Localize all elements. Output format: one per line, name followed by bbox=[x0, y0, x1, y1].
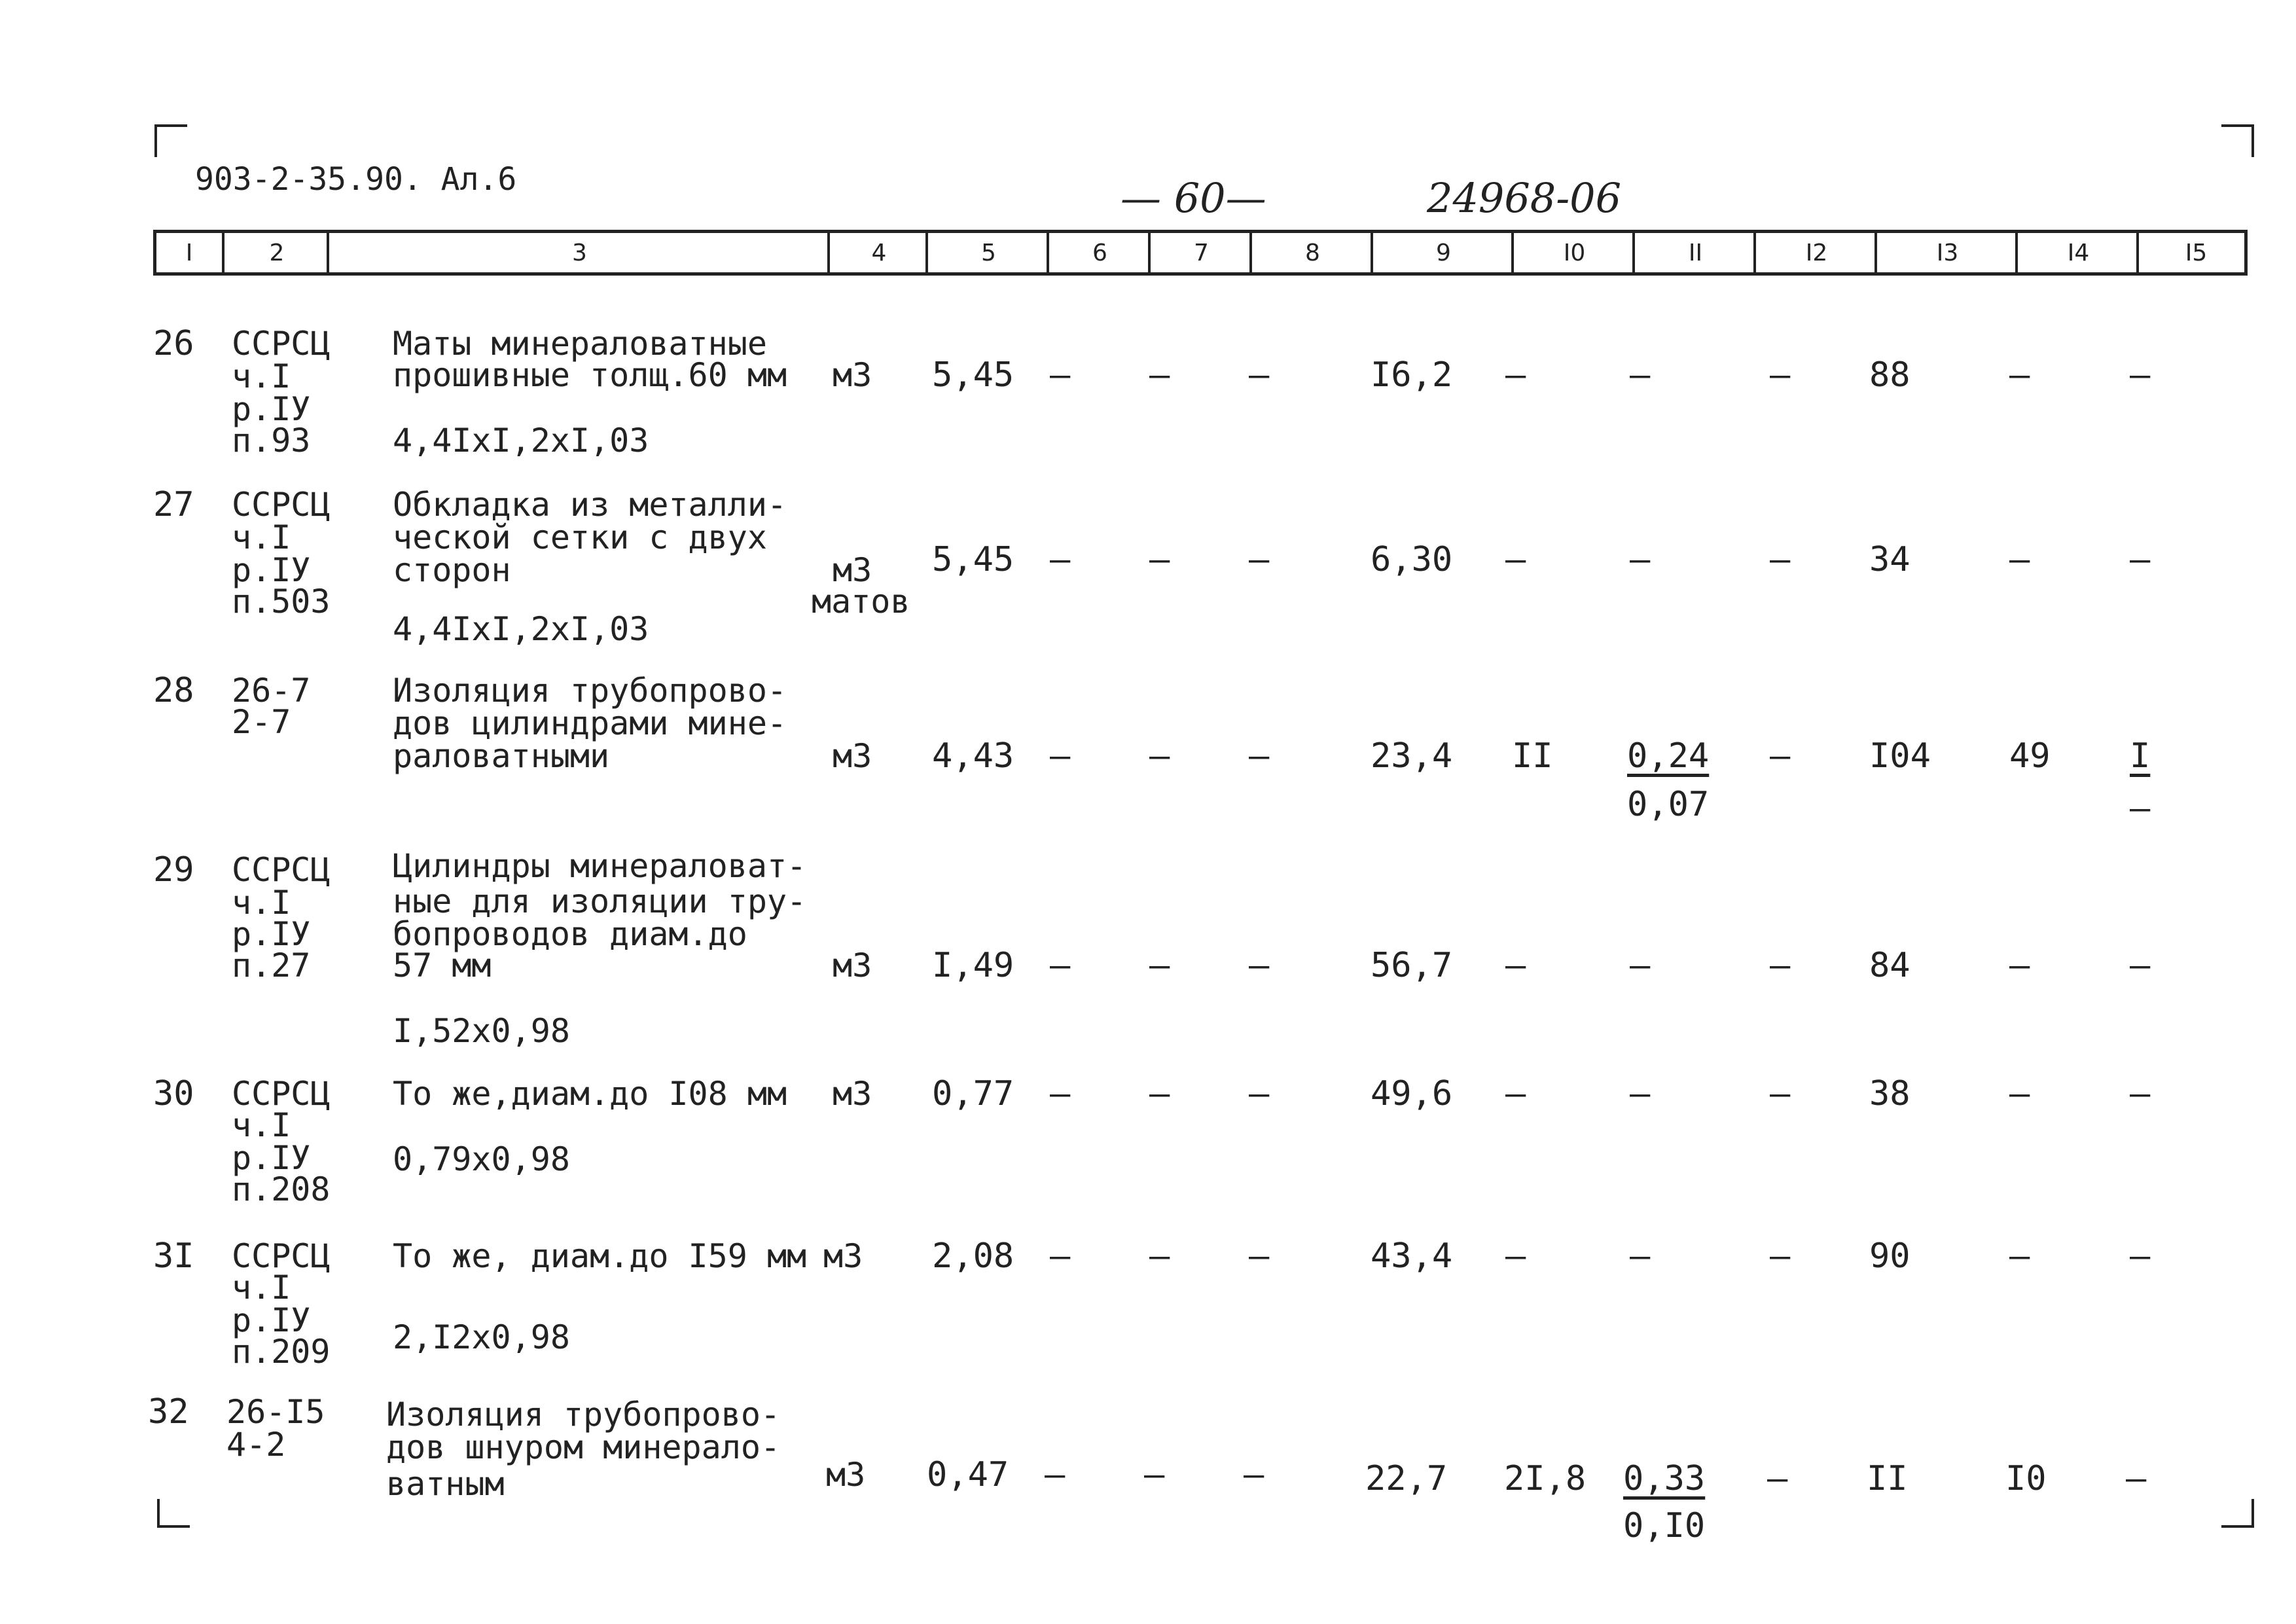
reference-line: р.IУ bbox=[232, 915, 311, 953]
col-12-value: – bbox=[1770, 946, 1791, 985]
reference-line: ч.I bbox=[232, 884, 291, 922]
col-12-value: – bbox=[1770, 355, 1791, 395]
col-13-value: 90 bbox=[1869, 1236, 1910, 1276]
col-15-value: – bbox=[2130, 1236, 2151, 1276]
reference-line: р.IУ bbox=[232, 1139, 311, 1177]
col-10-value: – bbox=[1505, 1236, 1526, 1276]
quantity: 0,77 bbox=[932, 1074, 1014, 1113]
col-9-value: 56,7 bbox=[1371, 946, 1453, 985]
description-line: ные для изоляции тру- bbox=[393, 882, 807, 920]
row-number: 27 bbox=[153, 485, 194, 524]
col-6-value: – bbox=[1050, 1074, 1071, 1113]
col-7-value: – bbox=[1149, 355, 1170, 395]
calculation: 4,4IxI,2xI,03 bbox=[393, 422, 649, 460]
reference-line: ч.I bbox=[232, 518, 291, 556]
row-number: 3I bbox=[153, 1236, 194, 1276]
col-13-value: 38 bbox=[1869, 1074, 1910, 1113]
col-7-value: – bbox=[1149, 736, 1170, 776]
column-header: I0 bbox=[1511, 233, 1635, 272]
col-15-value: – bbox=[2130, 540, 2151, 579]
description-line: дов цилиндрами мине- bbox=[393, 704, 787, 742]
row-number: 28 bbox=[153, 671, 194, 710]
page-number: — 60— bbox=[1121, 174, 1266, 222]
col-15-value: – bbox=[2126, 1459, 2147, 1498]
reference-line: ССРСЦ bbox=[232, 1075, 331, 1113]
description-line: 57 мм bbox=[393, 947, 492, 984]
reference-line: п.208 bbox=[232, 1170, 331, 1208]
col-13-value: 34 bbox=[1869, 540, 1910, 579]
col-11-value: – bbox=[1630, 540, 1651, 579]
description-line: бопроводов диам.до bbox=[393, 915, 747, 953]
col-11-value: 0,24 bbox=[1627, 736, 1710, 776]
col-8-value: – bbox=[1249, 1236, 1270, 1276]
col-13-value: I04 bbox=[1869, 736, 1931, 776]
col-10-value: – bbox=[1505, 355, 1526, 395]
col-12-value: – bbox=[1770, 736, 1791, 776]
col-8-value: – bbox=[1249, 946, 1270, 985]
unit: м3 bbox=[833, 356, 872, 394]
unit: м3 bbox=[826, 1456, 866, 1494]
col-14-value: I0 bbox=[2005, 1459, 2047, 1498]
quantity: 4,43 bbox=[932, 736, 1014, 776]
calculation: 2,I2x0,98 bbox=[393, 1318, 570, 1356]
col-13-value: II bbox=[1867, 1459, 1908, 1498]
reference-line: р.IУ bbox=[232, 390, 311, 428]
col-15-value: – bbox=[2130, 1074, 2151, 1113]
column-header: 8 bbox=[1249, 233, 1373, 272]
column-header: I2 bbox=[1753, 233, 1877, 272]
col-14-value: – bbox=[2009, 1236, 2030, 1276]
quantity: 2,08 bbox=[932, 1236, 1014, 1276]
column-header: I5 bbox=[2136, 233, 2253, 272]
quantity: 5,45 bbox=[932, 540, 1014, 579]
column-header: 2 bbox=[222, 233, 329, 272]
col-10-value: 2I,8 bbox=[1504, 1459, 1587, 1498]
corner-mark-bottom-left bbox=[157, 1499, 190, 1528]
col-15-value: – bbox=[2130, 355, 2151, 395]
description-line: раловатными bbox=[393, 737, 610, 775]
reference-line: ч.I bbox=[232, 357, 291, 395]
col-10-value: – bbox=[1505, 540, 1526, 579]
description-line: Изоляция трубопрово- bbox=[393, 672, 787, 710]
quantity: I,49 bbox=[932, 946, 1014, 985]
reference-line: п.209 bbox=[232, 1333, 331, 1371]
col-7-value: – bbox=[1149, 540, 1170, 579]
description-line: Изоляция трубопрово- bbox=[386, 1396, 781, 1434]
col-11-value: – bbox=[1630, 1074, 1651, 1113]
col-15-second-value: – bbox=[2130, 789, 2151, 828]
reference-line: п.93 bbox=[232, 422, 311, 460]
column-header: 4 bbox=[827, 233, 928, 272]
col-15-value: – bbox=[2130, 946, 2151, 985]
col-9-value: 43,4 bbox=[1371, 1236, 1453, 1276]
reference-line: р.IУ bbox=[232, 551, 311, 589]
reference-line: ССРСЦ bbox=[232, 486, 331, 524]
description-line: То же,диам.до I08 мм bbox=[393, 1075, 787, 1113]
col-8-value: – bbox=[1249, 355, 1270, 395]
corner-mark-top-right bbox=[2221, 124, 2254, 157]
col-6-value: – bbox=[1045, 1455, 1066, 1494]
col-14-value: – bbox=[2009, 946, 2030, 985]
col-10-value: – bbox=[1505, 946, 1526, 985]
col-6-value: – bbox=[1050, 736, 1071, 776]
description-line: сторон bbox=[393, 551, 511, 589]
column-header: 6 bbox=[1047, 233, 1151, 272]
col-8-value: – bbox=[1249, 540, 1270, 579]
col-12-value: – bbox=[1770, 1236, 1791, 1276]
unit: м3 bbox=[833, 1075, 872, 1113]
col-12-value: – bbox=[1770, 1074, 1791, 1113]
column-header: 9 bbox=[1371, 233, 1514, 272]
col-14-value: 49 bbox=[2009, 736, 2051, 776]
col-7-value: – bbox=[1149, 946, 1170, 985]
column-header: 7 bbox=[1148, 233, 1252, 272]
col-13-value: 84 bbox=[1869, 946, 1910, 985]
col-6-value: – bbox=[1050, 946, 1071, 985]
reference-line: 26-I5 bbox=[226, 1393, 325, 1431]
column-header-row bbox=[153, 230, 2248, 276]
reference-line: п.27 bbox=[232, 947, 311, 984]
reference-line: ССРСЦ bbox=[232, 1237, 331, 1275]
archive-number: 24968-06 bbox=[1427, 174, 1622, 222]
unit: м3 bbox=[833, 551, 872, 589]
col-8-value: – bbox=[1244, 1455, 1265, 1494]
unit: м3 bbox=[833, 947, 872, 984]
column-header: 3 bbox=[327, 233, 830, 272]
reference-line: п.503 bbox=[232, 583, 331, 621]
col-6-value: – bbox=[1050, 355, 1071, 395]
description-line: Цилиндры минераловат- bbox=[393, 847, 807, 885]
unit: м3 bbox=[833, 737, 872, 775]
col-14-value: – bbox=[2009, 1074, 2030, 1113]
quantity: 0,47 bbox=[927, 1455, 1009, 1494]
col-13-value: 88 bbox=[1869, 355, 1910, 395]
col-7-value: – bbox=[1149, 1236, 1170, 1276]
calculation: 0,79x0,98 bbox=[393, 1140, 570, 1178]
description-line: ватным bbox=[386, 1465, 505, 1503]
calculation: 4,4IxI,2xI,03 bbox=[393, 610, 649, 648]
reference-line: 4-2 bbox=[226, 1426, 286, 1464]
reference-line: 26-7 bbox=[232, 672, 311, 710]
col-8-value: – bbox=[1249, 1074, 1270, 1113]
col-9-value: 49,6 bbox=[1371, 1074, 1453, 1113]
reference-line: ч.I bbox=[232, 1269, 291, 1307]
col-11-value: – bbox=[1630, 946, 1651, 985]
col-11-value: 0,33 bbox=[1623, 1459, 1706, 1498]
description-line: Обкладка из металли- bbox=[393, 486, 787, 524]
reference-line: 2-7 bbox=[232, 703, 291, 741]
col-11-second-value: 0,07 bbox=[1627, 785, 1710, 824]
column-header: II bbox=[1632, 233, 1756, 272]
col-10-value: II bbox=[1512, 736, 1553, 776]
column-header: 5 bbox=[925, 233, 1049, 272]
row-number: 32 bbox=[148, 1392, 189, 1432]
row-number: 26 bbox=[153, 324, 194, 363]
col-6-value: – bbox=[1050, 540, 1071, 579]
col-9-value: 22,7 bbox=[1365, 1459, 1448, 1498]
col-12-value: – bbox=[1767, 1459, 1788, 1498]
col-6-value: – bbox=[1050, 1236, 1071, 1276]
unit: матов bbox=[812, 583, 910, 621]
col-7-value: – bbox=[1149, 1074, 1170, 1113]
description-line: ческой сетки с двух bbox=[393, 518, 767, 556]
row-number: 29 bbox=[153, 850, 194, 890]
reference-line: ССРСЦ bbox=[232, 325, 331, 363]
quantity: 5,45 bbox=[932, 355, 1014, 395]
column-header: I3 bbox=[1874, 233, 2018, 272]
col-15-value: I bbox=[2130, 736, 2151, 776]
corner-mark-top-left bbox=[154, 124, 187, 157]
col-12-value: – bbox=[1770, 540, 1791, 579]
description-line: То же, диам.до I59 мм bbox=[393, 1237, 807, 1275]
reference-line: р.IУ bbox=[232, 1301, 311, 1339]
reference-line: ч.I bbox=[232, 1106, 291, 1144]
col-11-value: – bbox=[1630, 355, 1651, 395]
col-14-value: – bbox=[2009, 540, 2030, 579]
reference-line: ССРСЦ bbox=[232, 851, 331, 889]
col-7-value: – bbox=[1144, 1455, 1165, 1494]
corner-mark-bottom-right bbox=[2221, 1499, 2254, 1528]
col-8-value: – bbox=[1249, 736, 1270, 776]
document-code: 903-2-35.90. Ал.6 bbox=[195, 161, 517, 198]
col-10-value: – bbox=[1505, 1074, 1526, 1113]
row-number: 30 bbox=[153, 1074, 194, 1113]
column-header: I bbox=[185, 239, 193, 266]
description-line: прошивные толщ.60 мм bbox=[393, 356, 787, 394]
col-14-value: – bbox=[2009, 355, 2030, 395]
calculation: I,52x0,98 bbox=[393, 1012, 570, 1050]
col-11-value: – bbox=[1630, 1236, 1651, 1276]
col-9-value: 6,30 bbox=[1371, 540, 1453, 579]
col-9-value: 23,4 bbox=[1371, 736, 1453, 776]
col-11-second-value: 0,I0 bbox=[1623, 1506, 1706, 1545]
description-line: Маты минераловатные bbox=[393, 325, 767, 363]
description-line: дов шнуром минерало- bbox=[386, 1428, 781, 1466]
unit: м3 bbox=[823, 1237, 863, 1275]
column-header: I4 bbox=[2015, 233, 2139, 272]
col-9-value: I6,2 bbox=[1371, 355, 1453, 395]
